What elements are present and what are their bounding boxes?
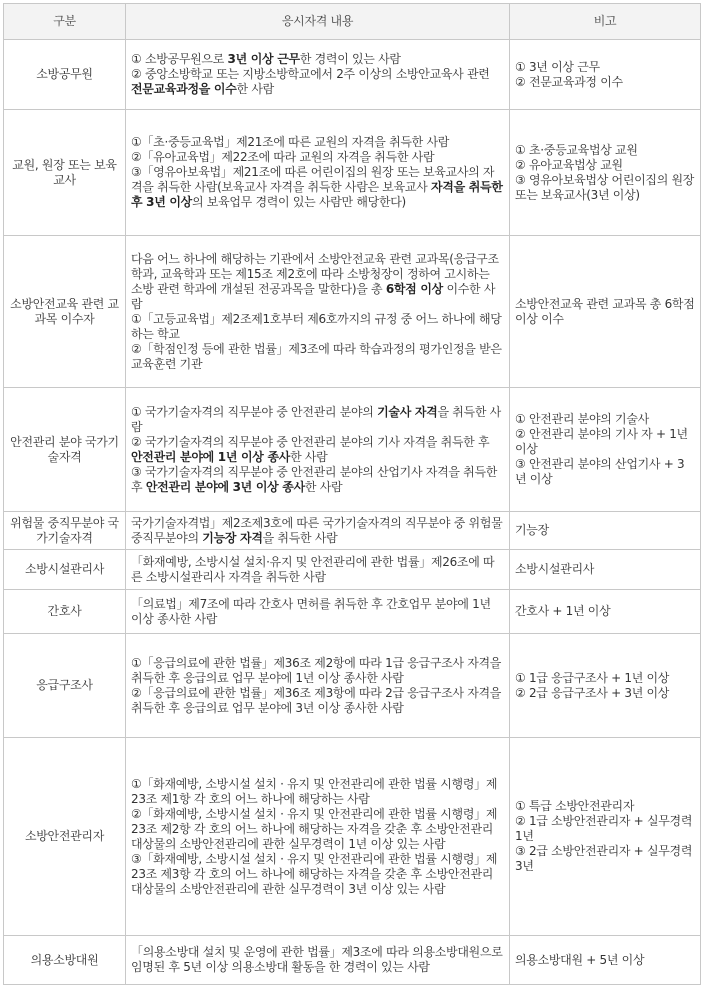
content-text: ②「학점인정 등에 관한 법률」제3조에 따라 학습과정의 평가인정을 받은 교육훈련 기관 [131,341,502,371]
content-line [131,67,504,97]
table-row [4,40,701,110]
content-text: 「의료법」제7조에 따라 간호사 면허를 취득한 후 간호업무 분야에 1년 이상 종사한 사람 [131,596,491,626]
category-cell: 소방시설관리사 [4,550,126,590]
emphasis-text: 안전관리 분야에 1년 이상 종사 [131,449,291,464]
content-text: ②「응급의료에 관한 법률」제36조 제3항에 따라 2급 응급구조사 자격을 취득한 후 응급의료 업무 분야에 3년 이상 종사한 사람 [131,685,502,715]
content-text: ① 국가기술자격의 직무분야 중 안전관리 분야의 [131,404,378,419]
emphasis-text: 3년 이상 근무 [227,52,300,66]
content-cell [126,110,510,236]
content-line [131,150,504,165]
content-cell [126,936,510,985]
content-cell [126,40,510,110]
note-line: ① 3년 이상 근무 [515,59,600,74]
note-line: ② 전문교육과정 이수 [515,74,623,89]
content-text: ③「영유아보육법」제21조에 따른 어린이집의 원장 또는 보육교사의 자격을 취득한 사람(보육교사 자격을 취득한 사람은 보육교사 [131,165,495,194]
content-text: 「의용소방대 설치 및 운영에 관한 법률」제3조에 따라 의용소방대원으로 임명된 후 5년 이상 의용소방대 활동을 한 경력이 있는 사람 [131,945,503,974]
content-cell [126,512,510,550]
content-text: ①「응급의료에 관한 법률」제36조 제2항에 따라 1급 응급구조사 자격을 취득한 후 응급의료 업무 분야에 1년 이상 종사한 사람 [131,655,502,685]
content-text: ③「화재예방, 소방시설 설치 · 유지 및 안전관리에 관한 법률 시행령」제23조 제3항 각 호의 어느 하나에 해당하는 자격을 갖춘 후 소방안전관리대상물의 소방안전관리에 관한 실무경력이 3년 이상 있는 사람 [131,851,498,896]
note-cell [510,590,701,634]
content-text: 다음 어느 하나에 해당하는 기관에서 소방안전교육 관련 교과목(응급구조학과, 교육학과 또는 제15조 제2호에 따라 소방청장이 정하여 고시하는 소방 관련 학과에 개설된 전공과목을 말한다)을 총 [131,251,499,296]
content-text: ② 중앙소방학교 또는 지방소방학교에서 2주 이상의 소방안교육사 관련 [131,67,490,81]
content-text: ②「유아교육법」제22조에 따라 교원의 자격을 취득한 사람 [131,150,435,164]
content-line [131,852,504,897]
content-line [131,945,504,975]
content-line [131,165,504,210]
content-line [131,465,504,495]
content-line [131,405,504,435]
note-line: 기능장 [515,523,549,537]
content-text: ② 국가기술자격의 직무분야 중 안전관리 분야의 기사 자격을 취득한 후 [131,434,490,449]
content-text: 한 사람 [290,449,328,464]
emphasis-text: 기술사 자격 [377,404,438,419]
content-text: 한 사람 [304,479,343,494]
content-text: 의 보육업무 경력이 있는 사람만 해당한다) [191,195,406,209]
note-line: ③ 안전관리 분야의 산업기사 + 3년 이상 [515,457,685,486]
content-line [131,52,504,67]
note-line: ① 특급 소방안전관리자 [515,799,635,813]
note-line: ① 안전관리 분야의 기술사 [515,412,649,426]
category-cell: 소방공무원 [4,40,126,110]
header-row [4,4,701,40]
content-line [131,777,504,807]
content-line [131,516,504,546]
note-line: ③ 영유아보육법상 어린이집의 원장 또는 보육교사(3년 이상) [515,172,695,202]
table-row [4,512,701,550]
emphasis-text: 자격을 취득한 후 3년 이상 [131,180,503,209]
category-cell: 응급구조사 [4,634,126,738]
note-cell [510,512,701,550]
content-line [131,656,504,686]
content-text: 한 경력이 있는 사람 [299,52,401,66]
note-line: ① 1급 응급구조사 + 1년 이상 [515,670,670,685]
table-row [4,550,701,590]
content-cell [126,236,510,388]
note-line: ② 유아교육법상 교원 [515,157,623,172]
content-text: ①「고등교육법」제2조제1호부터 제6호까지의 규정 중 어느 하나에 해당하는 학교 [131,311,502,341]
table-row [4,738,701,936]
content-cell [126,738,510,936]
emphasis-text: 6학점 이상 [385,281,443,296]
header-content: 응시자격 내용 [126,4,510,40]
content-line [131,435,504,465]
table-row [4,936,701,985]
table-row [4,110,701,236]
table-row [4,590,701,634]
note-line: ② 안전관리 분야의 기사 자 + 1년 이상 [515,427,688,456]
content-cell [126,634,510,738]
qualification-table [3,3,701,985]
category-cell: 안전관리 분야 국가기술자격 [4,388,126,512]
header-category: 구분 [4,4,126,40]
content-text: 을 취득한 사람 [262,530,338,545]
content-line [131,342,504,372]
category-cell: 소방안전관리자 [4,738,126,936]
content-line [131,555,504,585]
table-row [4,634,701,738]
note-cell [510,634,701,738]
note-cell [510,40,701,110]
note-line: 소방안전교육 관련 교과목 총 6학점 이상 이수 [515,296,695,326]
content-line [131,135,504,150]
content-cell [126,590,510,634]
content-line [131,686,504,716]
content-line [131,312,504,342]
table-body [4,40,701,985]
content-line [131,807,504,852]
content-line [131,252,504,312]
note-cell [510,110,701,236]
note-line: ③ 2급 소방안전관리자 + 실무경력 3년 [515,844,693,873]
table-row [4,388,701,512]
content-line [131,597,504,627]
note-cell [510,236,701,388]
content-text: ①「화재예방, 소방시설 설치 · 유지 및 안전관리에 관한 법률 시행령」제23조 제1항 각 호의 어느 하나에 해당하는 사람 [131,776,498,806]
note-line: 의용소방대원 + 5년 이상 [515,952,645,967]
content-text: ① 소방공무원으로 [131,52,228,66]
category-cell: 교원, 원장 또는 보육교사 [4,110,126,236]
note-line: 간호사 + 1년 이상 [515,604,611,618]
content-text: 「화재예방, 소방시설 설치·유지 및 안전관리에 관한 법률」제26조에 따른 소방시설관리사 자격을 취득한 사람 [131,554,495,584]
note-cell [510,936,701,985]
content-text: ③ 국가기술자격의 직무분야 중 안전관리 분야의 산업기사 자격을 취득한 후 [131,464,498,494]
emphasis-text: 안전관리 분야에 3년 이상 종사 [145,479,305,494]
note-cell [510,738,701,936]
emphasis-text: 전문교육과정을 이수 [131,82,237,96]
content-text: ①「초·중등교육법」제21조에 따른 교원의 자격을 취득한 사람 [131,135,450,149]
table-row [4,236,701,388]
category-cell: 위험물 중직무분야 국가기술자격 [4,512,126,550]
note-cell [510,550,701,590]
note-cell [510,388,701,512]
emphasis-text: 기능장 자격 [202,530,263,545]
content-text: 을 취득한 사람 [131,404,501,434]
note-line: 소방시설관리사 [515,562,595,576]
category-cell: 간호사 [4,590,126,634]
content-text: ②「화재예방, 소방시설 설치 · 유지 및 안전관리에 관한 법률 시행령」제23조 제2항 각 호의 어느 하나에 해당하는 자격을 갖춘 후 소방안전관리대상물의 소방안전관리에 관한 실무경력이 1년 이상 있는 사람 [131,806,498,851]
note-line: ① 초·중등교육법상 교원 [515,142,638,157]
note-line: ② 2급 응급구조사 + 3년 이상 [515,685,670,700]
category-cell: 의용소방대원 [4,936,126,985]
header-note: 비고 [510,4,701,40]
content-text: 국가기술자격법」제2조제3호에 따른 국가기술자격의 직무분야 중 위험물 중직무분야의 [131,515,503,545]
content-text: 한 사람 [236,82,274,96]
content-text: 이수한 사람 [131,281,496,311]
content-cell [126,388,510,512]
category-cell: 소방안전교육 관련 교과목 이수자 [4,236,126,388]
content-cell [126,550,510,590]
note-line: ② 1급 소방안전관리자 + 실무경력 1년 [515,814,693,843]
